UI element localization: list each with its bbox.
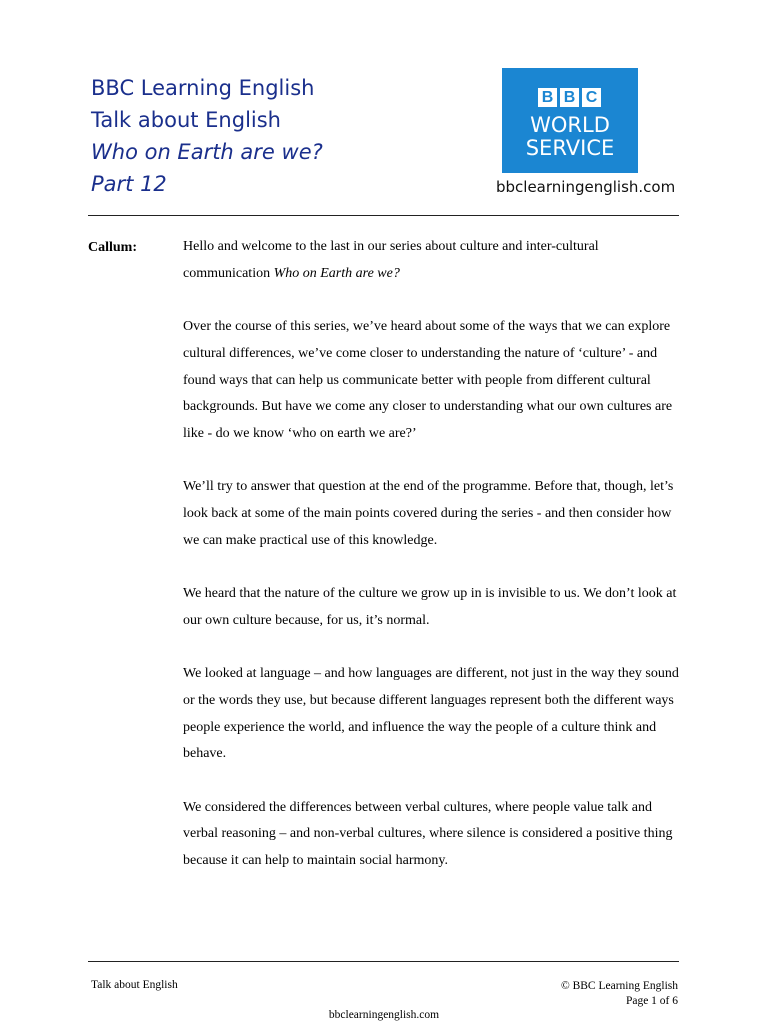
paragraph-1-series-title: Who on Earth are we? <box>273 265 400 281</box>
paragraph-5: We looked at language – and how languages are different, not just in the way they sound or the words they use, but because different languages represent both the different ways people experience the world, and influence the way the people of a culture think and behave. <box>183 666 679 762</box>
footer-url: bbclearningenglish.com <box>328 1009 440 1021</box>
bbc-block-b1: B <box>538 88 557 107</box>
transcript-body <box>183 234 683 901</box>
footer-right <box>561 979 678 1009</box>
logo-world-text: WORLD <box>530 113 610 137</box>
bbc-block-c: C <box>582 88 601 107</box>
header-line-2: Talk about English <box>91 108 281 132</box>
footer-copyright: © BBC Learning English <box>560 980 678 992</box>
paragraph-6: We considered the differences between verbal cultures, where people value talk and verbal reasoning – and non-verbal cultures, where silence is considered a positive thing because it can help to maintain social harmony. <box>183 799 673 869</box>
paragraph-1 <box>183 234 683 287</box>
paragraph-3: We’ll try to answer that question at the end of the programme. Before that, though, let’s look back at some of the main points covered during the series - and then consider how we can make practical use of this knowledge. <box>183 479 674 548</box>
logo-service-text: SERVICE <box>525 136 615 160</box>
footer-divider <box>88 961 679 962</box>
paragraph-4: We heard that the nature of the culture we grow up in is invisible to us. We don’t look at our own culture because, for us, it’s normal. <box>183 586 677 628</box>
header-part-number: Part 12 <box>91 172 167 196</box>
logo-url: bbclearningenglish.com <box>496 178 676 196</box>
header-line-1: BBC Learning English <box>91 76 315 100</box>
speaker-label: Callum: <box>88 240 137 255</box>
bbc-blocks <box>538 88 601 107</box>
bbc-block-b2: B <box>560 88 579 107</box>
footer-series-name: Talk about English <box>91 979 178 991</box>
footer-page-number: Page 1 of 6 <box>625 995 678 1007</box>
document-header <box>91 72 323 200</box>
paragraph-2: Over the course of this series, we’ve heard about some of the ways that we can explore cultural differences, we’ve come closer to understanding the nature of ‘culture’ - and found ways that can help us communicate better with people from different cultural backgrounds. But have we come any closer to understanding what our own cultures are like - do we know ‘who on earth we are?’ <box>183 319 673 441</box>
paragraph-1-text: Hello and welcome to the last in our series about culture and inter-cultural communication <box>183 239 599 281</box>
bbc-world-service-logo <box>502 68 638 173</box>
header-divider <box>88 215 679 216</box>
header-episode-title: Who on Earth are we? <box>91 140 323 164</box>
